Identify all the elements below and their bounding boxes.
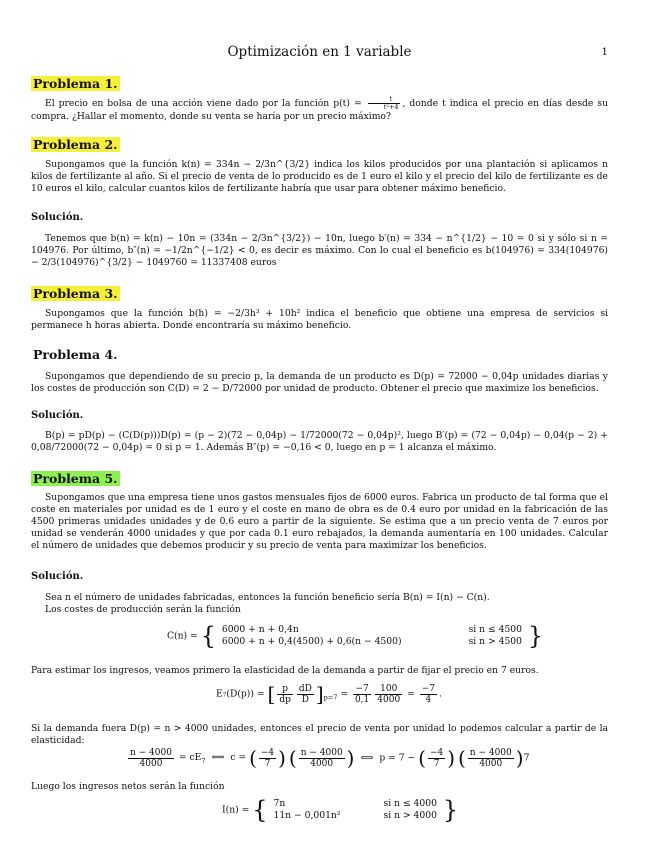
left-brace: { — [200, 622, 216, 650]
problem-3-text: Supongamos que la función b(h) = −2/3h³ + 10h² indica el beneficio que obtiene una empresa de servicios si permanece h horas abierta. Donde encontraría su máximo beneficio. — [31, 308, 608, 331]
elasticity-intro: Para estimar los ingresos, veamos primero la elasticidad de la demanda a partir de fijar el precio en 7 euros. — [31, 665, 539, 676]
demand-ratio: $\frac{n - 4000}{4000}$ — [130, 747, 172, 769]
page-title: Optimización en 1 variable — [227, 44, 412, 60]
problem-5-solution-line-2: Los costes de producción serán la función — [45, 604, 241, 615]
elasticity-result: $\frac{-7}{4}$ — [421, 683, 436, 705]
cost-function-lhs: C(n) = — [167, 630, 198, 642]
right-bracket: ] — [315, 682, 324, 706]
problem-5-text: Supongamos que una empresa tiene unos gastos mensuales fijos de 6000 euros. Fabrica un producto de tal forma que el coste en materiales por unidad es de 1 euro y el coste en mano de obra es de 0.4 euro por unidad en la fabricación de las 4500 primeras unidades unidades y de 0.6 euro a partir de la siguiente. Se estima que a un precio venta de 7 euros por unidad se venderán 4000 unidades y que por cada 0.1 euro rebajados, la demanda aumentaría en 100 unidades. Calcular el número de unidades que debemos producir y su precio de venta para maximizar los beneficios. — [31, 492, 608, 551]
p-over-dp: $\frac{p}{dp}$ — [279, 683, 291, 705]
income-case-1: 7n — [273, 798, 286, 809]
elasticity-lhs: E₇(D(p)) = — [216, 688, 265, 700]
problem-1-text-b: , donde t indica el precio en días desde su compra. ¿Hallar el momento, donde su venta se haría por un precio máximo? — [31, 98, 608, 122]
income-cases — [270, 798, 439, 822]
elasticity-equation: E₇(D(p)) = [ $\frac{p}{dp}$ $\frac{dD}{D}$ ]$_{p=7}$ = $\frac{-7}{0,1}$ $\frac{100}{4000}$ = $\frac{-7}{4}$ . — [216, 682, 442, 706]
problem-4-text: Supongamos que dependiendo de su precio p, la demanda de un producto es D(p) = 72000 − 0,04p unidades diarias y los costes de producción son C(D) = 2 − D/72000 por unidad de producto. Obtener el precio que maximize los beneficios. — [31, 371, 608, 394]
left-brace: { — [252, 796, 268, 824]
elasticity-subscript: p=7 — [323, 693, 338, 702]
problem-3-heading: Problema 3. — [33, 286, 118, 301]
problem-2-solution-label: Solución. — [31, 212, 84, 223]
income-condition-2: si n > 4000 — [383, 810, 437, 821]
right-brace: } — [442, 796, 459, 824]
demand-ratio-2: $\frac{n - 4000}{4000}$ — [300, 747, 343, 769]
left-bracket: [ — [267, 682, 276, 706]
elasticity-equals: = — [340, 688, 349, 700]
problem-2-text: Supongamos que la función k(n) = 334n − 2/3n^{3/2} indica los kilos producidos por una plantación si aplicamos n kilos de fertilizante al año. Si el precio de venta de lo producido es de 1 euro el kilo y el precio del kilo de fertilizante es de 10 euros el kilo, calcular cuantos kilos de fertilizante habría que usar para obtener máximo beneficio. — [31, 159, 608, 194]
income-case-2: 11n − 0,001n² — [273, 810, 341, 821]
cost-cases — [219, 624, 525, 648]
right-brace: } — [527, 622, 544, 650]
problem-1-fraction — [368, 96, 401, 111]
dd-over-d: $\frac{dD}{D}$ — [298, 683, 312, 705]
income-condition-1: si n ≤ 4000 — [383, 798, 437, 809]
page-header — [31, 44, 608, 64]
price-derivation: $\frac{n - 4000}{4000}$ = $cE_7$ ⟺ c = ( $\frac{-4}{7}$ ) ( $\frac{n - 4000}{4000}$ ) ⟺ p = 7 − ( $\frac{-4}{7}$ ) ( $\frac{n - 4000}{4000}$ )7 — [130, 746, 530, 770]
problem-5-solution-line-1: Sea n el número de unidades fabricadas, entonces la función beneficio sería B(n) = I(n) − C(n). — [45, 592, 490, 603]
cost-function-equation — [167, 624, 543, 648]
demand-ratio-3: $\frac{n - 4000}{4000}$ — [469, 747, 512, 769]
income-function-lhs: I(n) = — [222, 804, 250, 816]
problem-1-text — [31, 96, 608, 123]
elasticity-frac-1: $\frac{-7}{0,1}$ — [354, 683, 370, 705]
problem-4-solution: B(p) = pD(p) − (C(D(p)))D(p) = (p − 2)(72 − 0,04p) − 1/72000(72 − 0,04p)², luego B′(p) = (72 − 0,04p) − 0,04(p − 2) + 0,08/72000(72 − 0,04p) = 0 si p = 1. Además B″(p) = −0,16 < 0, luego en p = 1 alcanza el máximo. — [31, 430, 608, 453]
problem-4-solution-label: Solución. — [31, 410, 84, 421]
elasticity-end: . — [439, 688, 442, 700]
paren-open-1: ( — [249, 746, 257, 770]
problem-1-heading: Problema 1. — [33, 76, 118, 91]
problem-2-heading: Problema 2. — [33, 137, 118, 152]
cost-case-2: 6000 + n + 0,4(4500) + 0,6(n − 4500) — [221, 636, 402, 647]
fraction-numerator: t — [368, 96, 401, 104]
elasticity-frac-2: $\frac{100}{4000}$ — [377, 683, 401, 705]
income-function-equation — [222, 798, 458, 822]
income-intro: Luego los ingresos netos serán la función — [31, 781, 225, 792]
problem-5-heading: Problema 5. — [33, 471, 118, 486]
page-number: 1 — [601, 46, 608, 58]
problem-1-text-a: El precio en bolsa de una acción viene dado por la función p(t) = — [45, 98, 362, 109]
problem-4-heading: Problema 4. — [33, 347, 118, 362]
fraction-denominator: t²+4 — [383, 103, 399, 111]
cost-condition-2: si n > 4500 — [468, 636, 522, 647]
cost-condition-1: si n ≤ 4500 — [468, 624, 522, 635]
cost-case-1: 6000 + n + 0,4n — [221, 624, 299, 635]
paren-close-1: ) — [278, 746, 286, 770]
problem-2-solution: Tenemos que b(n) = k(n) − 10n = (334n − 2/3n^{3/2}) − 10n, luego b′(n) = 334 − n^{1/2} − 10 = 0 si y sólo si n = 104976. Por último, b″(n) = −1/2n^{−1/2} < 0, es decir es máximo. Con lo cual el beneficio es b(104976) = 334(104976) − 2/3(104976)^{3/2} − 1049760 = 11337408 euros — [31, 233, 608, 268]
problem-5-solution-label: Solución. — [31, 571, 84, 582]
demand-intro: Si la demanda fuera D(p) = n > 4000 unidades, entonces el precio de venta por unidad lo podemos calcular a partir de la elasticidad: — [31, 723, 608, 746]
